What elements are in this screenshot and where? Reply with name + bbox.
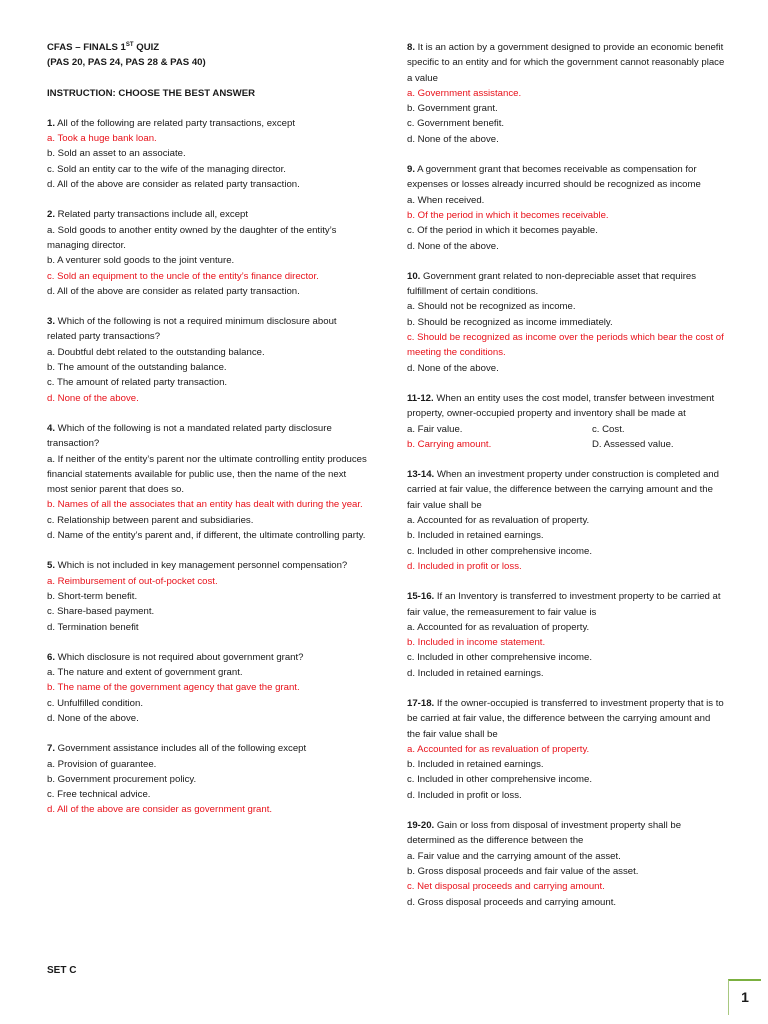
question-text: Gain or loss from disposal of investment property shall be determined as the difference between the — [407, 820, 682, 847]
answer-option: d. All of the above are consider as related party transaction. — [47, 285, 300, 297]
options-list — [407, 742, 725, 803]
answer-option: b. The amount of the outstanding balance. — [47, 362, 227, 374]
question-text: Which of the following is not a mandated related party disclosure transaction? — [47, 422, 332, 450]
question-number: 17-18. — [407, 697, 435, 709]
answer-option-correct: c. Should be recognized as income over the periods which bear the cost of meeting the conditions. — [407, 332, 724, 359]
question-text: Which is not included in key management personnel compensation? — [55, 560, 348, 572]
question-text: All of the following are related party transactions, except — [55, 117, 295, 129]
answer-option: a. If neither of the entity’s parent nor the ultimate controlling entity produces financial statements available for public use, then the name of the next most senior parent that does so. — [47, 453, 367, 496]
question-stem — [47, 650, 367, 665]
question-text: It is an action by a government designed to provide an economic benefit specific to an entity and for which the government cannot reasonably place a value — [407, 42, 725, 84]
answer-option-correct: c. Sold an equipment to the uncle of the entity’s finance director. — [47, 270, 319, 282]
question-number: 3. — [47, 316, 56, 328]
answer-option-correct: d. All of the above are consider as government grant. — [47, 804, 273, 816]
question-item — [407, 40, 725, 147]
question-stem — [47, 116, 367, 131]
question-number: 5. — [47, 560, 56, 572]
options-list — [407, 299, 725, 375]
question-stem — [47, 558, 367, 573]
question-text: When an entity uses the cost model, transfer between investment property, owner-occupied property and inventory shall be made at — [407, 392, 715, 420]
question-stem — [47, 741, 367, 756]
answer-option: d. Included in retained earnings. — [407, 667, 544, 679]
question-stem — [407, 162, 725, 193]
question-item — [407, 818, 725, 910]
answer-option: c. Of the period in which it becomes payable. — [407, 225, 598, 237]
question-text: If an Inventory is transferred to investment property to be carried at fair value, the remeasurement to fair value is — [407, 591, 721, 618]
answer-option: d. None of the above. — [407, 240, 499, 252]
question-text: Which of the following is not a required minimum disclosure about related party transactions? — [47, 316, 337, 343]
quiz-subtitle: (PAS 20, PAS 24, PAS 28 & PAS 40) — [47, 57, 206, 69]
question-item — [407, 696, 725, 803]
question-number: 9. — [407, 164, 416, 176]
answer-option-correct: b. Of the period in which it becomes receivable. — [407, 209, 609, 221]
answer-option-correct: d. None of the above. — [47, 392, 139, 404]
question-item — [47, 116, 367, 192]
question-item — [47, 650, 367, 726]
question-stem — [407, 818, 725, 849]
options-list — [407, 193, 725, 254]
answer-option: d. None of the above. — [407, 133, 499, 145]
question-number: 11-12. — [407, 392, 434, 404]
options-list — [47, 345, 367, 406]
answer-option: b. Gross disposal proceeds and fair value of the asset. — [407, 865, 639, 877]
question-item — [407, 162, 725, 254]
left-column — [47, 40, 367, 818]
answer-option-correct: a. Reimbursement of out-of-pocket cost. — [47, 575, 218, 587]
question-text: Government assistance includes all of the following except — [55, 743, 307, 755]
question-number: 13-14. — [407, 469, 435, 481]
question-number: 2. — [47, 209, 56, 221]
answer-option: a. Accounted for as revaluation of property. — [407, 515, 590, 527]
question-stem — [407, 40, 725, 86]
question-item — [407, 269, 725, 376]
set-label: SET C — [47, 965, 77, 976]
options-list — [407, 849, 725, 910]
answer-option: b. Government procurement policy. — [47, 773, 197, 785]
answer-option: c. Included in other comprehensive income. — [407, 652, 593, 664]
options-list — [407, 620, 725, 681]
options-list — [47, 665, 367, 726]
question-stem — [47, 314, 367, 345]
question-item — [47, 207, 367, 299]
question-text: Government grant related to non-depreciable asset that requires fulfillment of certain conditions. — [407, 270, 697, 298]
right-column — [407, 40, 725, 910]
question-text: Related party transactions include all, except — [55, 209, 249, 221]
answer-option: c. Cost. — [592, 423, 625, 435]
answer-option: b. Should be recognized as income immediately. — [407, 316, 613, 328]
quiz-title: CFAS – FINALS 1ST QUIZ — [47, 41, 160, 53]
question-item — [407, 467, 725, 574]
answer-option: d. Gross disposal proceeds and carrying amount. — [407, 896, 617, 908]
quiz-header — [47, 40, 367, 71]
answer-option: b. Sold an asset to an associate. — [47, 148, 186, 160]
question-text: A government grant that becomes receivable as compensation for expenses or losses already incurred should be recognized as income — [407, 164, 701, 191]
question-item — [407, 589, 725, 681]
options-list — [47, 757, 367, 818]
question-number: 15-16. — [407, 591, 435, 603]
answer-option: b. Government grant. — [407, 103, 498, 115]
question-stem — [407, 589, 725, 620]
answer-option: c. Sold an entity car to the wife of the managing director. — [47, 163, 286, 175]
question-text: When an investment property under construction is completed and carried at fair value, the difference between the carrying amount and the fair value shall be — [407, 469, 719, 511]
question-item — [47, 421, 367, 543]
answer-option: d. Included in profit or loss. — [407, 789, 522, 801]
left-question-list — [47, 116, 367, 818]
answer-option: b. Short-term benefit. — [47, 590, 138, 602]
answer-option: d. Name of the entity’s parent and, if different, the ultimate controlling party. — [47, 530, 366, 542]
answer-option: c. The amount of related party transaction. — [47, 377, 228, 389]
answer-option-correct: b. Carrying amount. — [407, 438, 492, 450]
answer-option: b. Included in retained earnings. — [407, 530, 544, 542]
options-list — [47, 131, 367, 192]
options-list — [407, 86, 725, 147]
answer-option: a. Doubtful debt related to the outstanding balance. — [47, 346, 265, 358]
answer-option: b. A venturer sold goods to the joint venture. — [47, 255, 235, 267]
answer-option: c. Free technical advice. — [47, 789, 151, 801]
options-list — [47, 574, 367, 635]
answer-option: c. Unfulfilled condition. — [47, 697, 143, 709]
answer-option: c. Share-based payment. — [47, 606, 155, 618]
answer-option: d. None of the above. — [407, 362, 499, 374]
answer-option: c. Relationship between parent and subsidiaries. — [47, 514, 254, 526]
right-question-list — [407, 40, 725, 910]
answer-option-correct: d. Included in profit or loss. — [407, 560, 522, 572]
question-text: If the owner-occupied is transferred to investment property that is to be carried at fair value, the difference between the carrying amount and the fair value shall be — [407, 697, 724, 740]
answer-option: a. Fair value. — [407, 423, 463, 435]
question-item — [47, 741, 367, 817]
question-item — [47, 558, 367, 634]
answer-option: a. Sold goods to another entity owned by the daughter of the entity’s managing director. — [47, 224, 337, 251]
answer-option: a. The nature and extent of government grant. — [47, 667, 243, 679]
options-list — [47, 223, 367, 299]
question-number: 6. — [47, 651, 56, 663]
answer-option-correct: a. Government assistance. — [407, 87, 522, 99]
answer-option: d. None of the above. — [47, 712, 139, 724]
question-stem — [407, 467, 725, 513]
options-list — [407, 513, 725, 574]
answer-option: a. Fair value and the carrying amount of the asset. — [407, 850, 621, 862]
answer-option: a. When received. — [407, 194, 485, 206]
question-stem — [407, 269, 725, 300]
answer-option-correct: b. The name of the government agency that gave the grant. — [47, 682, 300, 694]
answer-option-correct: b. Names of all the associates that an entity has dealt with during the year. — [47, 499, 363, 511]
question-number: 1. — [47, 117, 56, 129]
question-number: 19-20. — [407, 820, 435, 832]
question-text: Which disclosure is not required about government grant? — [55, 651, 304, 663]
question-stem — [407, 696, 725, 742]
answer-option: b. Included in retained earnings. — [407, 759, 544, 771]
answer-option-correct: c. Net disposal proceeds and carrying amount. — [407, 881, 605, 893]
question-item — [47, 314, 367, 406]
instruction: INSTRUCTION: CHOOSE THE BEST ANSWER — [47, 87, 256, 99]
answer-option: a. Should not be recognized as income. — [407, 301, 576, 313]
options-list — [407, 422, 725, 453]
question-item — [407, 391, 725, 452]
answer-option: c. Government benefit. — [407, 118, 505, 130]
answer-option: d. Termination benefit — [47, 621, 139, 633]
question-stem — [47, 207, 367, 222]
question-stem — [407, 391, 725, 422]
answer-option: c. Included in other comprehensive income. — [407, 545, 593, 557]
question-stem — [47, 421, 367, 452]
question-number: 10. — [407, 270, 421, 282]
answer-option-correct: a. Accounted for as revaluation of property. — [407, 743, 590, 755]
answer-option: d. All of the above are consider as related party transaction. — [47, 179, 300, 191]
answer-option: D. Assessed value. — [592, 438, 674, 450]
page-number: 1 — [728, 979, 761, 1015]
question-number: 4. — [47, 422, 56, 434]
answer-option: a. Provision of guarantee. — [47, 758, 157, 770]
answer-option-correct: b. Included in income statement. — [407, 637, 546, 649]
answer-option: c. Included in other comprehensive income. — [407, 774, 593, 786]
answer-option: a. Accounted for as revaluation of property. — [407, 621, 590, 633]
question-number: 7. — [47, 743, 56, 755]
options-list — [47, 452, 367, 544]
answer-option-correct: a. Took a huge bank loan. — [47, 133, 157, 145]
question-number: 8. — [407, 42, 416, 53]
